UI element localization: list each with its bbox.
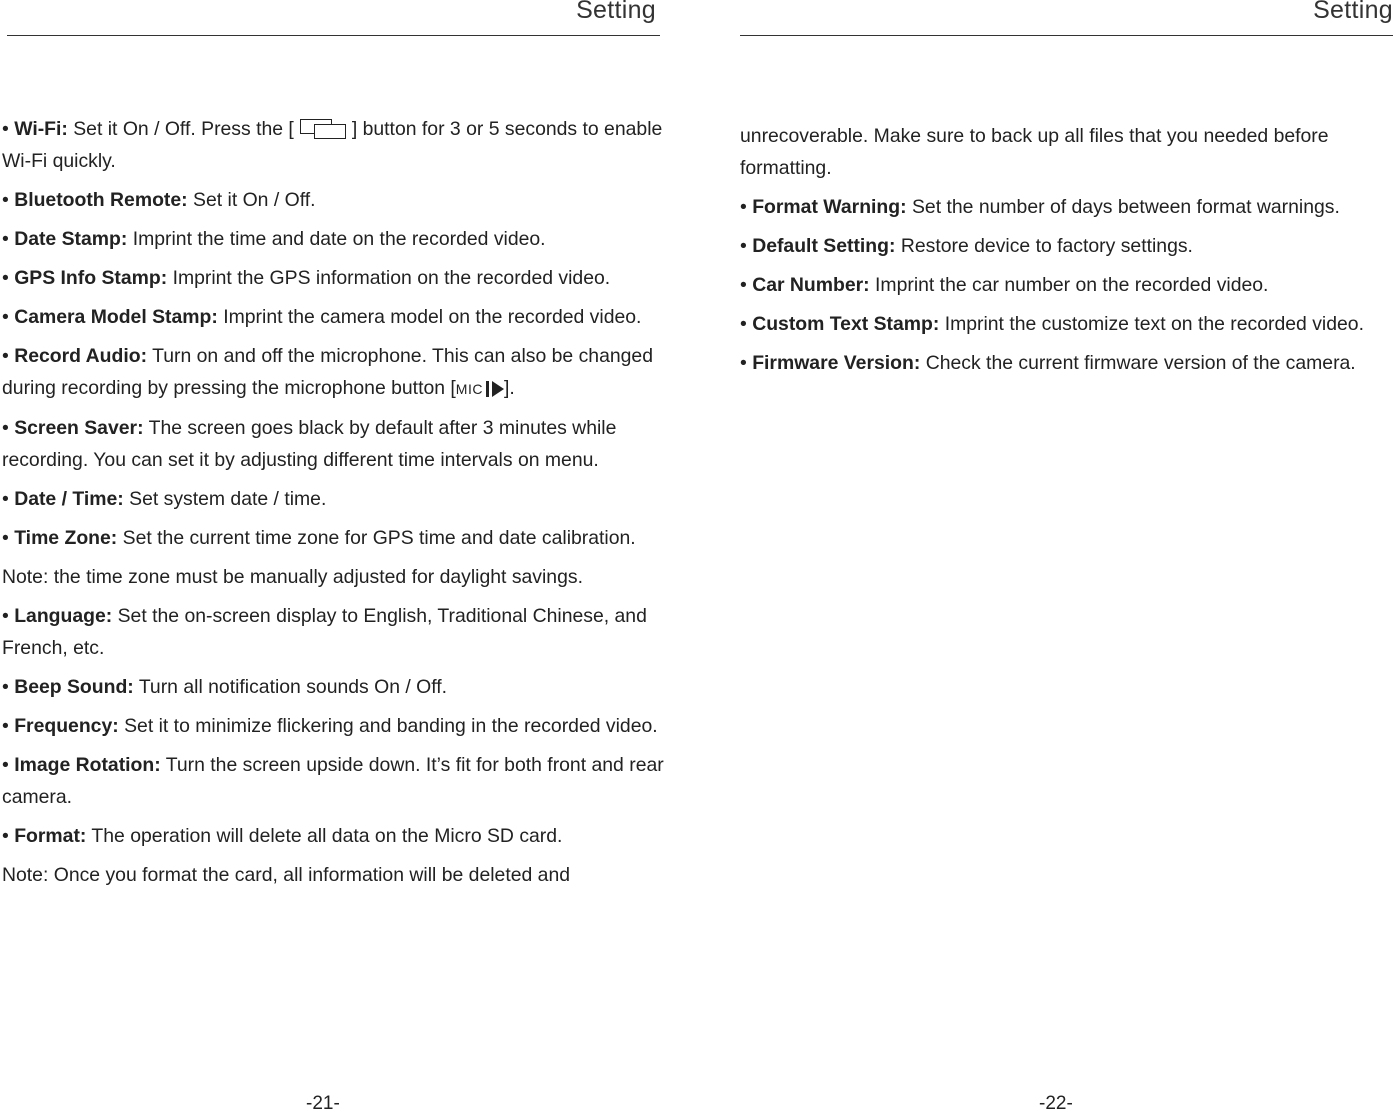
setting-wifi: • Wi-Fi: Set it On / Off. Press the [ ] button for 3 or 5 seconds to enable Wi-Fi quickly. [2,118,663,172]
page-number: -22- [1039,1093,1073,1114]
setting-description: Imprint the car number on the recorded video. [875,274,1269,296]
setting-description: Set it to minimize flickering and banding in the recorded video. [124,715,658,737]
settings-list [740,120,1399,386]
setting-description: Imprint the camera model on the recorded video. [223,306,642,328]
setting-description: Check the current firmware version of the camera. [925,352,1356,374]
setting-description: Set system date / time. [129,488,327,510]
setting-description: Turn the screen upside down. It’s fit for both front and rear camera. [2,754,664,808]
setting-term: Format: [14,825,87,847]
setting-term: Time Zone: [14,527,118,549]
header-divider [740,35,1393,36]
setting-term: Custom Text Stamp: [752,313,940,335]
setting-description: Set the number of days between format warnings. [911,196,1340,218]
setting-description: Set it On / Off. [193,189,316,211]
setting-car-number: • Car Number: Imprint the car number on the recorded video. [740,274,1269,296]
setting-frequency: • Frequency: Set it to minimize flickering and banding in the recorded video. [2,715,658,737]
page-header-title: Setting [1313,0,1393,24]
setting-description: Imprint the customize text on the recorded video. [944,313,1364,335]
setting-firmware-version: • Firmware Version: Check the current firmware version of the camera. [740,352,1356,374]
page-header-title: Setting [576,0,656,24]
setting-description: Turn on and off the microphone. This can also be changed during recording by pressing the microphone button [ [2,345,653,399]
setting-description: The screen goes black by default after 3 minutes while recording. You can set it by adjusting different time intervals on menu. [2,417,617,471]
setting-description: Set the current time zone for GPS time and date calibration. [122,527,636,549]
time-zone-note: Note: the time zone must be manually adjusted for daylight savings. [2,566,583,588]
setting-description-cont: ]. [503,377,515,399]
setting-beep-sound: • Beep Sound: Turn all notification sounds On / Off. [2,676,448,698]
page-number: -21- [306,1093,340,1114]
mic-label: MIC [455,381,483,397]
setting-default-setting: • Default Setting: Restore device to factory settings. [740,235,1193,257]
setting-term: Frequency: [14,715,119,737]
setting-term: Wi-Fi: [14,118,68,140]
setting-description: Turn all notification sounds On / Off. [138,676,448,698]
wifi-button-icon [298,119,348,137]
right-page [700,0,1399,1115]
setting-description-cont: ] button for 3 or 5 seconds to enable Wi-Fi quickly. [2,118,663,172]
setting-description: Restore device to factory settings. [900,235,1193,257]
setting-format-warning: • Format Warning: Set the number of days between format warnings. [740,196,1340,218]
setting-term: Image Rotation: [14,754,161,776]
setting-date-time: • Date / Time: Set system date / time. [2,488,327,510]
setting-description: Imprint the GPS information on the recorded video. [172,267,611,289]
setting-term: Firmware Version: [752,352,921,374]
setting-term: Format Warning: [752,196,907,218]
setting-description: Set the on-screen display to English, Traditional Chinese, and French, etc. [2,605,647,659]
setting-image-rotation: • Image Rotation: Turn the screen upside down. It’s fit for both front and rear camera. [2,754,664,808]
setting-screen-saver: • Screen Saver: The screen goes black by default after 3 minutes while recording. You can set it by adjusting different time intervals on menu. [2,417,617,471]
setting-description: Set it On / Off. Press the [ [73,118,294,140]
setting-term: GPS Info Stamp: [14,267,168,289]
setting-term: Language: [14,605,113,627]
setting-term: Beep Sound: [14,676,134,698]
setting-term: Car Number: [752,274,870,296]
setting-date-stamp: • Date Stamp: Imprint the time and date on the recorded video. [2,228,546,250]
setting-term: Screen Saver: [14,417,144,439]
setting-term: Camera Model Stamp: [14,306,218,328]
setting-custom-text-stamp: • Custom Text Stamp: Imprint the customize text on the recorded video. [740,313,1364,335]
setting-camera-model-stamp: • Camera Model Stamp: Imprint the camera model on the recorded video. [2,306,642,328]
setting-term: Default Setting: [752,235,896,257]
setting-term: Record Audio: [14,345,148,367]
setting-term: Bluetooth Remote: [14,189,188,211]
setting-gps-info-stamp: • GPS Info Stamp: Imprint the GPS information on the recorded video. [2,267,611,289]
format-note: Note: Once you format the card, all information will be deleted and [2,864,571,886]
setting-time-zone: • Time Zone: Set the current time zone for GPS time and date calibration. [2,527,636,549]
setting-description: The operation will delete all data on the Micro SD card. [91,825,563,847]
setting-record-audio: • Record Audio: Turn on and off the microphone. This can also be changed during recording by pressing the microphone button [ MIC ]. [2,340,670,405]
setting-term: Date / Time: [14,488,124,510]
format-note-continuation: unrecoverable. Make sure to back up all files that you needed before formatting. [740,125,1329,179]
setting-description: Imprint the time and date on the recorded video. [132,228,546,250]
settings-list [2,113,670,898]
mic-button-icon [456,373,504,405]
setting-term: Date Stamp: [14,228,128,250]
setting-language: • Language: Set the on-screen display to English, Traditional Chinese, and French, etc. [2,605,647,659]
setting-format: • Format: The operation will delete all data on the Micro SD card. [2,825,563,847]
header-divider [7,35,660,36]
setting-bluetooth-remote: • Bluetooth Remote: Set it On / Off. [2,189,316,211]
